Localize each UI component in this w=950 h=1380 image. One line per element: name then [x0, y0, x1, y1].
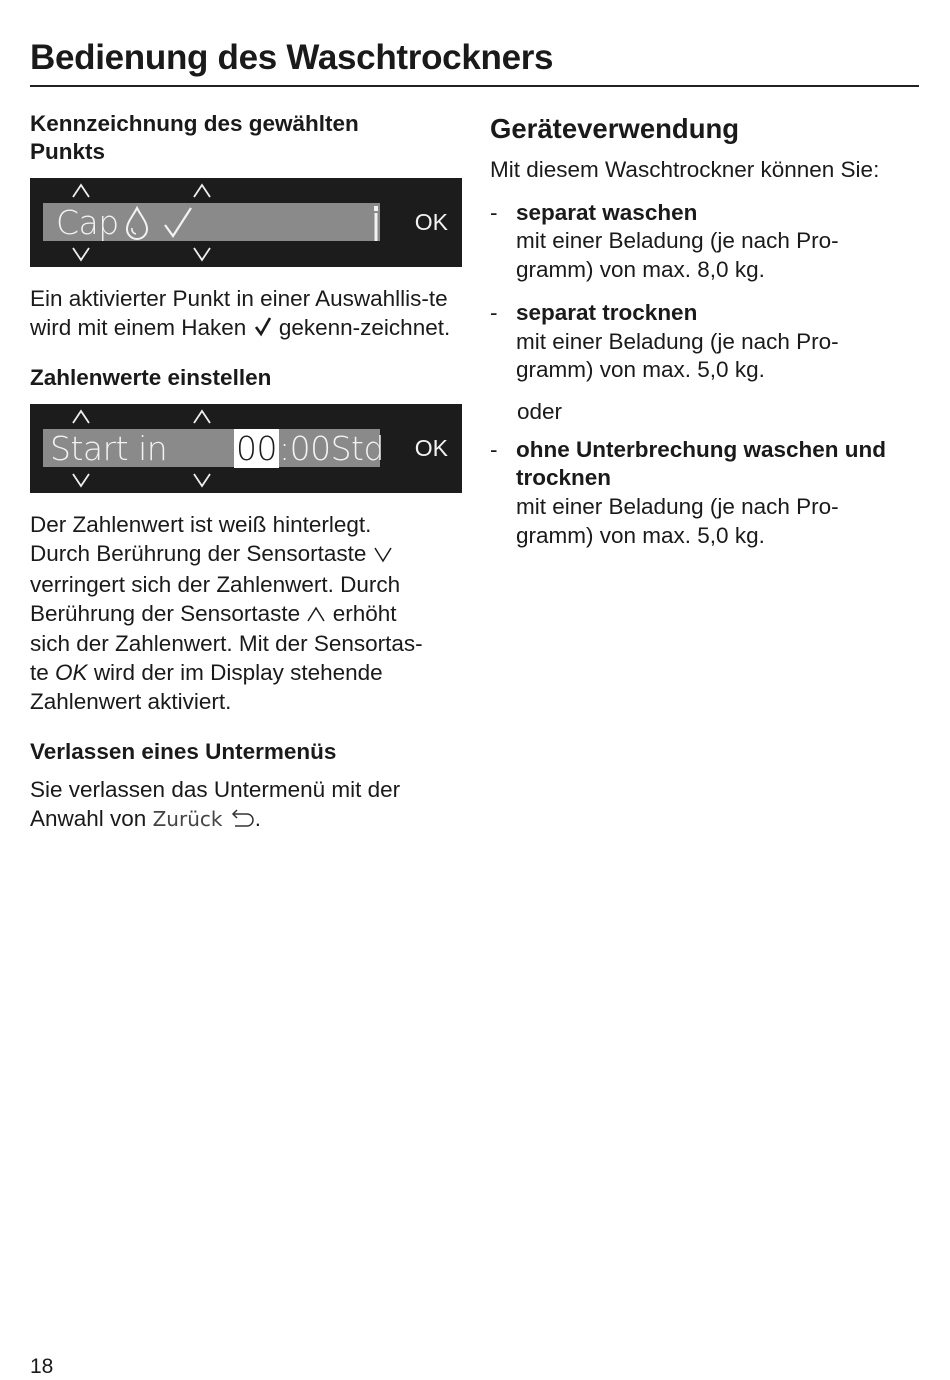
ok-sensor-label: OK [414, 435, 448, 462]
section-heading-selected-point: Kennzeichnung des gewählten Punkts [30, 111, 359, 164]
left-column [30, 110, 465, 836]
down-arrow-icon [191, 245, 213, 263]
section-heading-number-values: Zahlenwerte einstellen [30, 365, 272, 391]
list-item: - separat waschen mit einer Beladung (je nach Pro- gramm) von max. 8,0 kg. [490, 199, 839, 283]
down-arrow-icon [70, 471, 92, 489]
back-arrow-icon [229, 807, 255, 836]
paragraph-leave-submenu: Sie verlassen das Untermenü mit der Anwahl von Zurück . [30, 776, 465, 835]
checkmark-icon [162, 205, 194, 246]
paragraph-number-values: Der Zahlenwert ist weiß hinterlegt. Durch Berührung der Sensortaste verringert sich der Zahlenwert. Durch Berührung der Sensortaste erhöht sich der Zahlenwert. Mit der Sensortas- te OK wird der im Display stehende Zahlenwert aktiviert. [30, 512, 423, 714]
display-time-value: 00:00Std [236, 429, 384, 469]
ok-sensor-label: OK [414, 209, 448, 235]
display-label-start: Start in [50, 429, 168, 469]
down-arrow-icon [70, 245, 92, 263]
section-heading-leave-submenu: Verlassen eines Untermenüs [30, 739, 337, 765]
water-drop-icon [123, 205, 151, 246]
up-sensor-icon [306, 602, 326, 631]
scroll-indicator [372, 205, 380, 246]
up-arrow-icon [70, 408, 92, 426]
display-selection-example [30, 178, 462, 267]
oder-label: oder [517, 398, 563, 424]
page-title: Bedienung des Waschtrockners [30, 38, 554, 77]
paragraph-checkmark: Ein aktivierter Punkt in einer Auswahllis-te wird mit einem Haken gekenn-zeichnet. [30, 285, 462, 344]
up-arrow-icon [191, 182, 213, 200]
display-number-example [30, 404, 462, 493]
up-arrow-icon [70, 182, 92, 200]
zuruck-label: Zurück [152, 807, 223, 832]
down-arrow-icon [191, 471, 213, 489]
selected-hours-value: 00 [236, 429, 277, 469]
usage-intro: Mit diesem Waschtrockner können Sie: [490, 157, 880, 182]
display-text-cap: Cap [56, 203, 119, 242]
checkmark-icon [253, 315, 273, 345]
list-item: - separat trocknen mit einer Beladung (je nach Pro- gramm) von max. 5,0 kg. [490, 299, 839, 383]
right-column [490, 110, 920, 550]
title-rule [30, 85, 919, 87]
page-number: 18 [30, 1355, 54, 1378]
section-heading-usage: Geräteverwendung [490, 113, 740, 144]
list-item: - ohne Unterbrechung waschen und trocknen mit einer Beladung (je nach Pro- gramm) von max. 5,0 kg. [490, 436, 887, 548]
up-arrow-icon [191, 408, 213, 426]
down-sensor-icon [373, 542, 393, 571]
